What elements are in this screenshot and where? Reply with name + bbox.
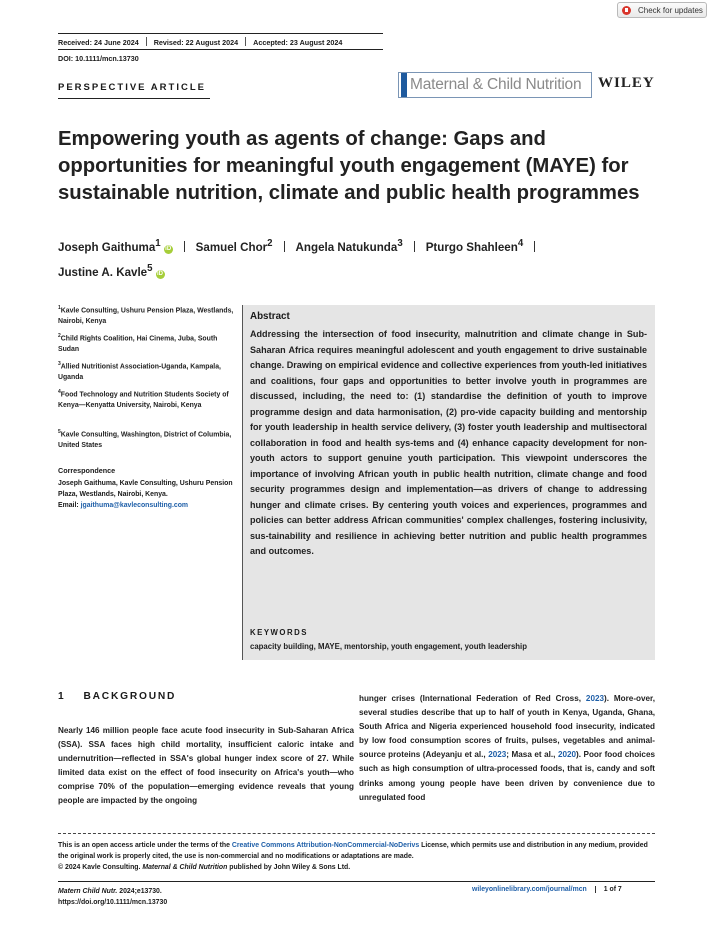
publisher-logo: WILEY xyxy=(598,75,655,91)
correspondence-heading: Correspondence xyxy=(58,466,116,475)
doi: DOI: 10.1111/mcn.13730 xyxy=(58,54,139,63)
footer-right xyxy=(472,886,622,893)
email-link[interactable]: jgaithuma@kavleconsulting.com xyxy=(80,502,189,509)
author[interactable]: Joseph Gaithuma$^1$ xyxy=(58,238,161,254)
doi-link[interactable]: https://doi.org/10.1111/mcn.13730 xyxy=(58,899,168,906)
check-for-updates-label: Check for updates xyxy=(638,6,703,15)
orcid-icon[interactable]: iD xyxy=(157,270,164,277)
journal-name: Maternal & Child Nutrition xyxy=(410,76,582,93)
citation-link[interactable]: 2023 xyxy=(585,694,604,703)
affiliation: $^2$Child Rights Coalition, Hai Cinema, Juba, South Sudan xyxy=(58,333,218,354)
article-title: Empowering youth as agents of change: Gaps and opportunities for meaningful youth engagement (MAYE) for sustainable nutrition, climate and public health programmes xyxy=(58,128,640,204)
article-dates xyxy=(58,37,342,47)
page-number: 1 of 7 xyxy=(595,886,622,893)
article-type-rule xyxy=(58,98,210,99)
received-date: Received: 24 June 2024 xyxy=(58,38,139,47)
author-list xyxy=(58,233,658,283)
affiliation: $^5$Kavle Consulting, Washington, District of Columbia, United States xyxy=(58,429,232,450)
revised-date: Revised: 22 August 2024 xyxy=(153,38,239,47)
license-divider xyxy=(58,833,655,834)
date-separator xyxy=(146,37,147,46)
author[interactable]: Pturgo Shahleen$^4$ xyxy=(425,238,524,254)
header-rule-bottom xyxy=(58,49,383,50)
journal-logo xyxy=(398,72,592,98)
citation-link[interactable]: 2023 xyxy=(488,750,507,760)
keywords: capacity building, MAYE, mentorship, youth engagement, youth leadership xyxy=(250,642,527,651)
abstract-text: Addressing the intersection of food insecurity, malnutrition and climate change in Sub-Saharan Africa requires meaningful adolescent and youth engagement to drive sustainable change. Drawing on empirical evidence and collective experiences from youth-led initiatives and coalitions, four gaps and opportunities to better involve youth in programmes are discussed, including, the need to: (1) standardise the definition of youth to improve programme design and data harmonisation, (2) pro-vide capacity building and mentorship for youth leadership in health service delivery, (3) foster youth leadership and multisectoral collaboration in food and health sys-tems and (4) enhance capacity development for non-youth actors to support genuine youth participation. This viewpoint underscores the importance of involving African youth in public health nutrition, climate change and food security programmes design and implementation—as drivers of change to addressing hunger and climate crises. By centering youth voices and experiences, programmes and policies can better address African communities' complex challenges, fostering inclusivity, sus-tainability and resilience in achieving better nutrition and public health programmes and outcomes. xyxy=(250,329,647,556)
author-separator xyxy=(414,241,415,252)
license-text: This is an open access article under the terms of the Creative Commons Attribution-NonCommercial-NoDerivs License, which permits use and distribution in any medium, provided the original work is properly cited, the use is non-commercial and no modifications or adaptations are made. © 2024 Kavle Consulting. Maternal & Child Nutrition published by John Wiley & Sons Ltd. xyxy=(58,842,648,871)
author[interactable]: Samuel Chor$^2$ xyxy=(195,238,273,254)
date-separator xyxy=(245,37,246,46)
keywords-heading: KEYWORDS xyxy=(250,628,308,637)
license-link[interactable]: Creative Commons Attribution-NonCommercial-NoDerivs xyxy=(231,842,420,849)
update-icon xyxy=(622,6,631,15)
check-for-updates-button[interactable] xyxy=(617,2,707,18)
affiliation: $^1$Kavle Consulting, Ushuru Pension Plaza, Westlands, Nairobi, Kenya xyxy=(58,305,234,326)
author[interactable]: Justine A. Kavle$^5$ xyxy=(58,262,153,279)
author-separator xyxy=(284,241,285,252)
citation-link[interactable]: 2020 xyxy=(557,750,577,760)
journal-logo-bar xyxy=(401,73,407,97)
author-separator xyxy=(184,241,185,252)
orcid-icon[interactable]: iD xyxy=(165,245,172,252)
footer-rule xyxy=(58,881,655,882)
section-heading: 1 BACKGROUND xyxy=(58,691,177,702)
body-column-left: Nearly 146 million people face acute food insecurity in Sub-Saharan Africa (SSA). SSA faces high child mortality, insufficient caloric intake and undernutrition—reflected in SSA's global hunger index score of 27. While limited data exist on the effect of food insecurity on Africa's youth—who comprise 70% of the population—emerging evidence reveals that young people are impacted by the ongoing xyxy=(58,726,354,806)
accepted-date: Accepted: 23 August 2024 xyxy=(253,38,343,47)
author[interactable]: Angela Natukunda$^3$ xyxy=(295,238,403,254)
affiliation: $^3$Allied Nutritionist Association-Uganda, Kampala, Uganda xyxy=(58,361,221,382)
journal-site-link[interactable]: wileyonlinelibrary.com/journal/mcn xyxy=(472,886,587,893)
body-column-right: hunger crises (International Federation of Red Cross, 2023). More-over, several studies describe that up to half of youth in Kenya, Uganda, Ghana, South Africa and Nigeria experienced household food insecurity, indicated by low food consumption scores of fruits, pulses, vegetables and animal-source proteins (Adeyanju et al., 2023; Masa et al., 2020). Poor food choices such as high consumption of ultra-processed foods, that is, candy and soft drinks among young people have been driven by convenience due to unregulated food xyxy=(359,694,655,802)
correspondence: Joseph Gaithuma, Kavle Consulting, Ushuru Pension Plaza, Westlands, Nairobi, Kenya. Email: jgaithuma@kavleconsulting.com xyxy=(58,480,233,509)
abstract-heading: Abstract xyxy=(250,311,290,322)
header-rule-top xyxy=(58,33,383,34)
article-type: PERSPECTIVE ARTICLE xyxy=(58,82,206,93)
affiliation: $^4$Food Technology and Nutrition Students Society of Kenya—Kenyatta University, Nairobi, Kenya xyxy=(58,389,229,410)
footer-citation: Matern Child Nutr. 2024;e13730. https://doi.org/10.1111/mcn.13730 xyxy=(58,888,168,906)
author-separator xyxy=(534,241,535,252)
